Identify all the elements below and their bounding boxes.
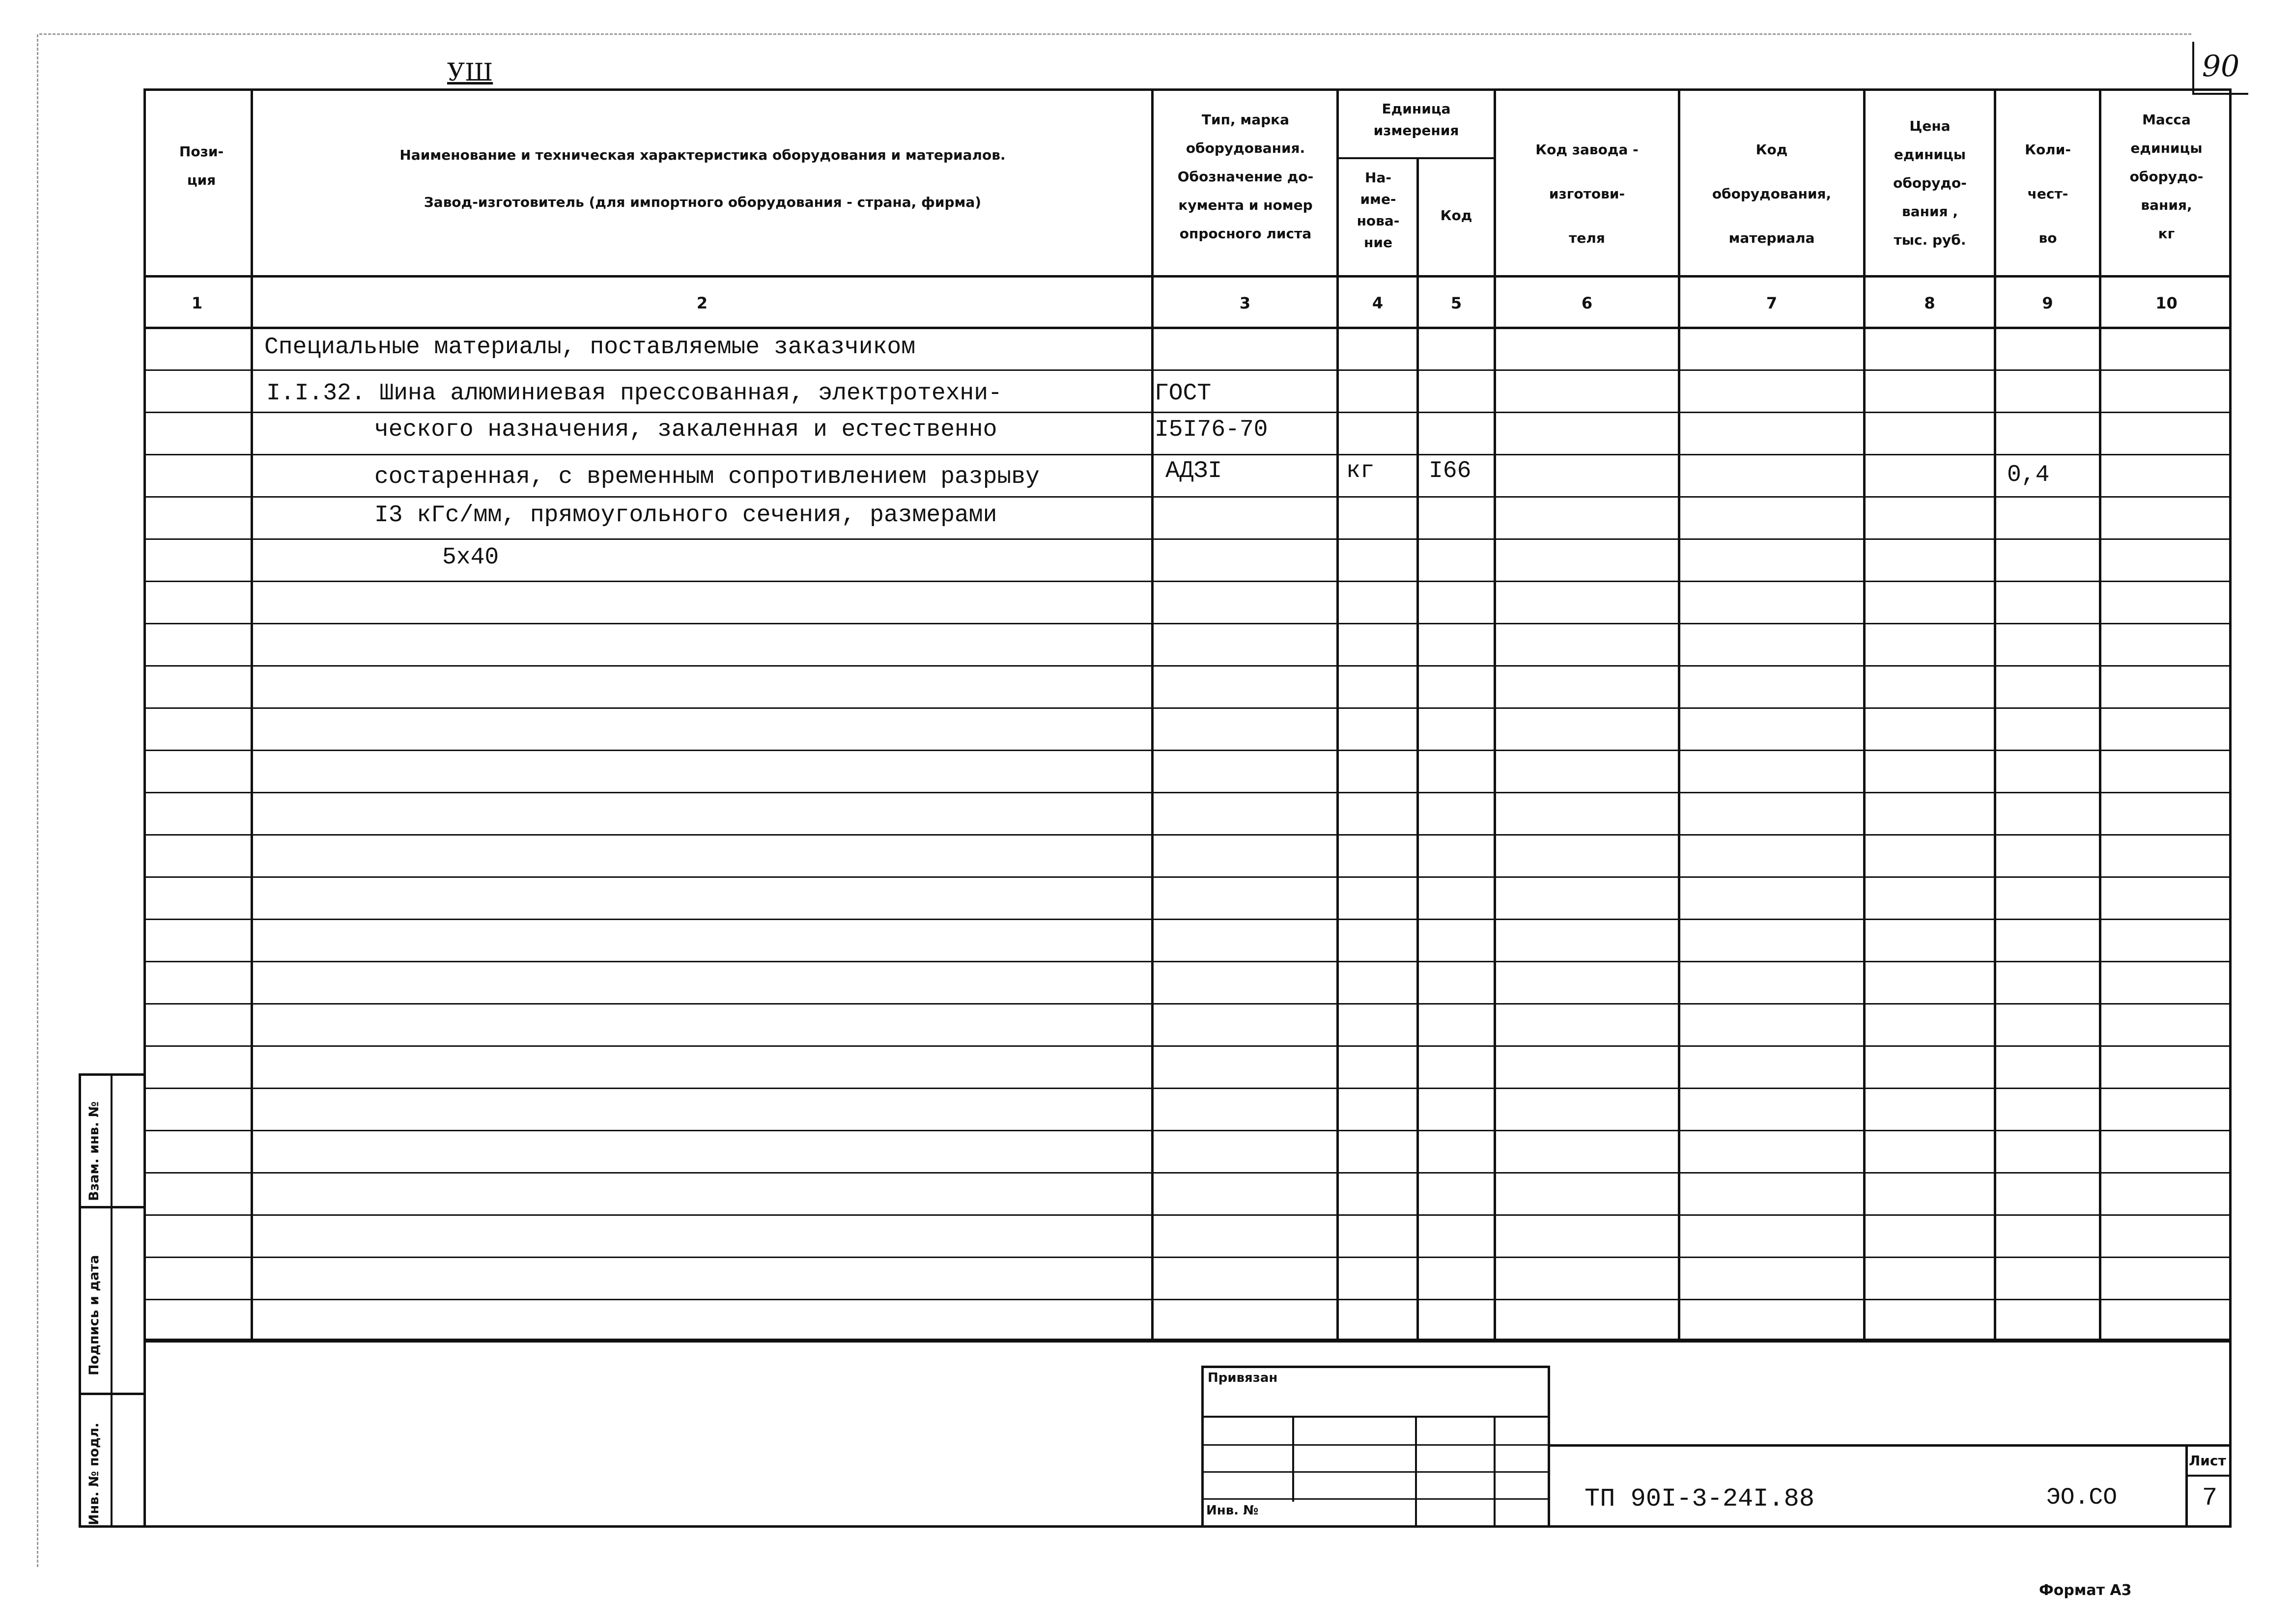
doc-standard: ГОСТ: [1155, 380, 1212, 407]
item-line-3: состаренная, с временным сопротивлением разрыву: [374, 464, 1040, 490]
material-mark: АДЗI: [1165, 458, 1222, 484]
side-label-vzam: Взам. инв. №: [86, 1101, 102, 1201]
header-col-name: Наименование и техническая характеристика оборудования и материалов. Завод-изготовитель (для импортного оборудования - страна, фирма): [399, 147, 1006, 210]
unit-code: I66: [1429, 458, 1471, 484]
col-number-9: 9: [2042, 294, 2053, 312]
header-col-mass: Масса единицы оборудо- вания, кг: [2129, 112, 2204, 242]
page-number: 90: [2202, 49, 2240, 84]
quantity-value: 0,4: [2007, 462, 2050, 488]
header-col-price: Цена единицы оборудо- вания , тыс. руб.: [1893, 118, 1967, 248]
header-col-equipment-code: Код оборудования, материала: [1712, 141, 1832, 246]
col-number-8: 8: [1924, 294, 1935, 312]
item-line-5: 5х40: [442, 544, 499, 571]
doc-number: I5I76-70: [1155, 417, 1268, 443]
side-label-podpis: Подпись и дата: [86, 1255, 102, 1375]
unit-name: кг: [1346, 458, 1375, 484]
item-line-4: I3 кГс/мм, прямоугольного сечения, размерами: [374, 502, 997, 529]
header-col-unit-code: Код: [1440, 207, 1472, 224]
bottom-block: [143, 1340, 2232, 1528]
sheet-number: 7: [2202, 1484, 2218, 1512]
inv-number-label: Инв. №: [1206, 1503, 1259, 1518]
item-line-1: I.I.32. Шина алюминиевая прессованная, электротехни-: [266, 380, 1002, 407]
side-label-inv-podl: Инв. № подл.: [86, 1423, 102, 1525]
doc-code: ТП 90I-3-24I.88: [1585, 1484, 1815, 1513]
col-number-2: 2: [696, 294, 708, 312]
sheet-label: Лист: [2189, 1453, 2226, 1469]
header-col-unit-name: На- име- нова- ние: [1357, 169, 1400, 251]
col-number-1: 1: [191, 294, 203, 312]
header-col-type: Тип, марка оборудования. Обозначение до- кумента и номер опросного листа: [1177, 112, 1314, 242]
header-col-factory-code: Код завода - изготови- теля: [1535, 141, 1639, 246]
sheet-code: ЭО.СО: [2046, 1484, 2118, 1511]
col-number-3: 3: [1239, 294, 1251, 312]
col-number-5: 5: [1450, 294, 1462, 312]
col-number-6: 6: [1581, 294, 1593, 312]
col-number-7: 7: [1766, 294, 1778, 312]
header-col-position: Пози- ция: [179, 143, 224, 188]
col-number-4: 4: [1372, 294, 1384, 312]
col-number-10: 10: [2155, 294, 2178, 312]
header-col-unit-group: Единица измерения: [1373, 101, 1459, 139]
privyazan-label: Привязан: [1208, 1371, 1278, 1385]
item-line-2: ческого назначения, закаленная и естественно: [374, 417, 997, 443]
format-label: Формат А3: [2039, 1582, 2132, 1599]
header-col-quantity: Коли- чест- во: [2025, 141, 2071, 246]
section-label: УШ: [447, 58, 493, 86]
section-title: Специальные материалы, поставляемые заказчиком: [264, 334, 916, 361]
